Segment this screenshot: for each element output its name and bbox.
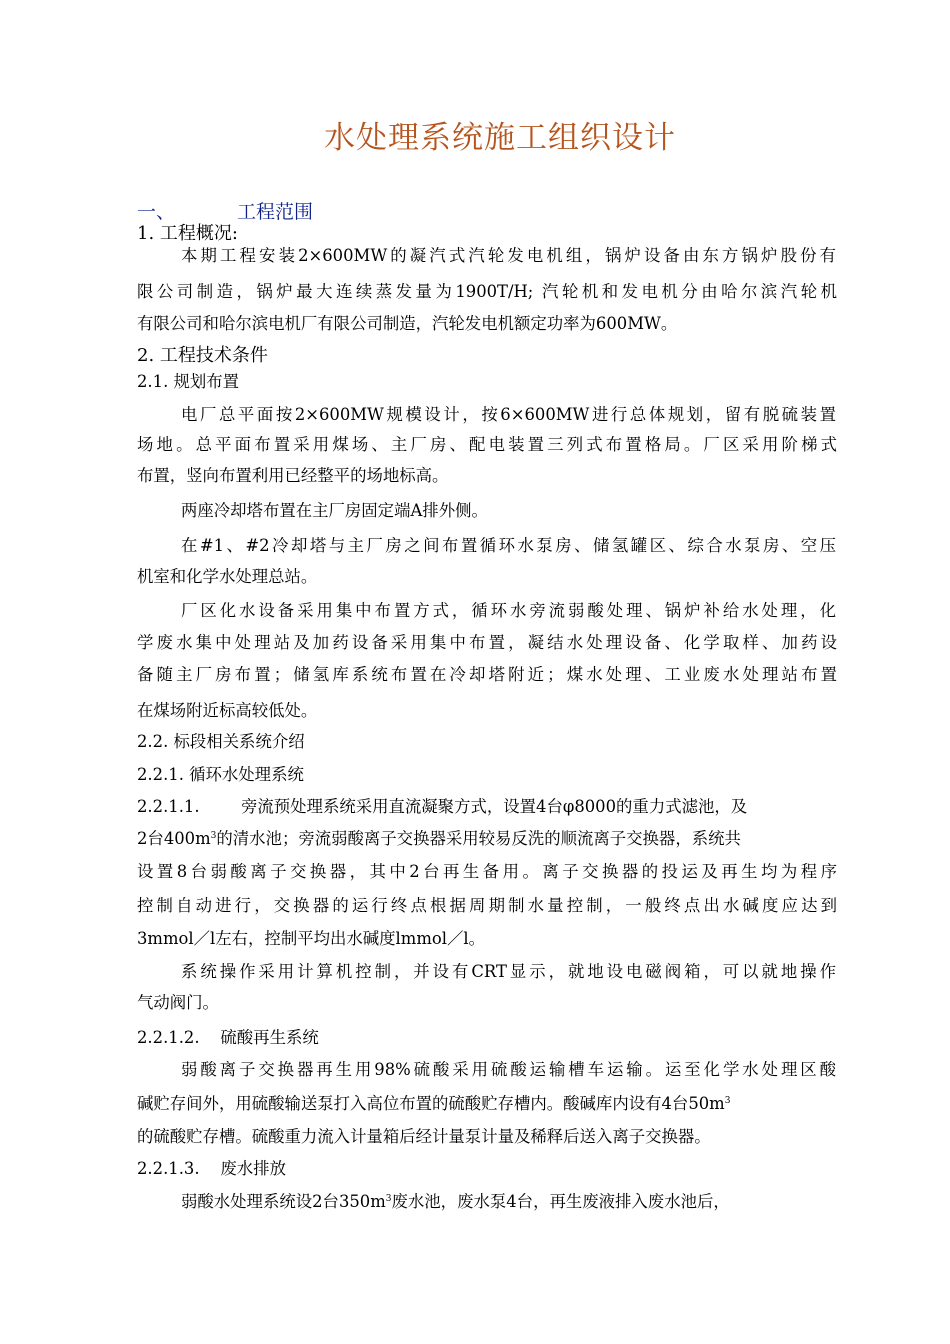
paragraph-line: 系统操作采用计算机控制，并设有CRT显示，就地设电磁阀箱，可以就地操作: [181, 962, 836, 981]
text-fragment: 的清水池；旁流弱酸离子交换器采用较易反洗的顺流离子交换器，系统共: [216, 829, 741, 848]
paragraph-line: 限公司制造，锅炉最大连续蒸发量为1900T/H; 汽轮机和发电机分由哈尔滨汽轮机: [137, 282, 837, 301]
paragraph-line: 3mmol／l左右，控制平均出水碱度lmmol／l。: [137, 929, 486, 948]
paragraph-line: 场地。总平面布置采用煤场、主厂房、配电装置三列式布置格局。厂区采用阶梯式: [137, 435, 837, 454]
superscript: 3: [210, 831, 217, 841]
superscript: 3: [385, 1194, 392, 1204]
text-fragment: 碱贮存间外，用硫酸输送泵打入高位布置的硫酸贮存槽内。酸碱库内设有4台50m: [137, 1094, 725, 1113]
paragraph-line: 电厂总平面按2×600MW规模设计，按6×600MW进行总体规划，留有脱硫装置: [181, 405, 836, 424]
paragraph-line: 在煤场附近标高较低处。: [137, 701, 318, 720]
paragraph-line: 机室和化学水处理总站。: [137, 567, 318, 586]
paragraph-line: 本期工程安装2×600MW的凝汽式汽轮发电机组，锅炉设备由东方锅炉股份有: [181, 246, 836, 265]
section-number: 一、: [137, 201, 176, 223]
paragraph-line: 学废水集中处理站及加药设备采用集中布置，凝结水处理设备、化学取样、加药设: [137, 633, 837, 652]
text-fragment: 弱酸水处理系统设2台350m: [181, 1192, 386, 1211]
item-number: 2.2.1.1.: [137, 797, 200, 816]
subheading-overview: 1. 工程概况:: [137, 223, 238, 244]
document-title: 水处理系统施工组织设计: [324, 120, 676, 156]
paragraph-line: [137, 797, 837, 817]
paragraph-line: [137, 829, 837, 849]
paragraph-line: 备随主厂房布置；储氢库系统布置在冷却塔附近；煤水处理、工业废水处理站布置: [137, 665, 837, 684]
subheading-section-systems: 2.2. 标段相关系统介绍: [137, 732, 305, 751]
paragraph-line: 有限公司和哈尔滨电机厂有限公司制造，汽轮发电机额定功率为600MW。: [137, 314, 678, 333]
paragraph-line: 布置，竖向布置利用已经整平的场地标高。: [137, 466, 449, 485]
superscript: 3: [724, 1096, 731, 1106]
paragraph-line: [137, 1094, 837, 1114]
subheading-acid-regeneration: 2.2.1.2. 硫酸再生系统: [137, 1028, 319, 1047]
subheading-circulating-water: 2.2.1. 循环水处理系统: [137, 765, 304, 784]
paragraph-line: 弱酸离子交换器再生用98%硫酸采用硫酸运输槽车运输。运至化学水处理区酸: [181, 1060, 836, 1079]
text-fragment: 2台400m: [137, 829, 211, 848]
subheading-tech-conditions: 2. 工程技术条件: [137, 345, 268, 366]
paragraph-line: [181, 1192, 881, 1212]
paragraph-line: 厂区化水设备采用集中布置方式，循环水旁流弱酸处理、锅炉补给水处理，化: [181, 601, 836, 620]
paragraph-line: 在#1、#2冷却塔与主厂房之间布置循环水泵房、储氢罐区、综合水泵房、空压: [181, 536, 836, 555]
text-fragment: 废水池，废水泵4台，再生废液排入废水池后，: [391, 1192, 730, 1211]
paragraph-line: 的硫酸贮存槽。硫酸重力流入计量箱后经计量泵计量及稀释后送入离子交换器。: [137, 1127, 711, 1146]
paragraph-line: 气动阀门。: [137, 993, 219, 1012]
subheading-wastewater: 2.2.1.3. 废水排放: [137, 1159, 286, 1178]
subheading-planning: 2.1. 规划布置: [137, 372, 240, 391]
paragraph-line: 两座冷却塔布置在主厂房固定端A排外侧。: [181, 501, 488, 520]
section-label: 工程范围: [237, 201, 314, 223]
section-heading-scope: [137, 197, 313, 224]
paragraph-line: 设置8台弱酸离子交换器，其中2台再生备用。离子交换器的投运及再生均为程序: [137, 862, 837, 881]
item-text: 旁流预处理系统采用直流凝聚方式，设置4台φ8000的重力式滤池，及: [241, 797, 748, 816]
paragraph-line: 控制自动进行，交换器的运行终点根据周期制水量控制，一般终点出水碱度应达到: [137, 896, 837, 915]
